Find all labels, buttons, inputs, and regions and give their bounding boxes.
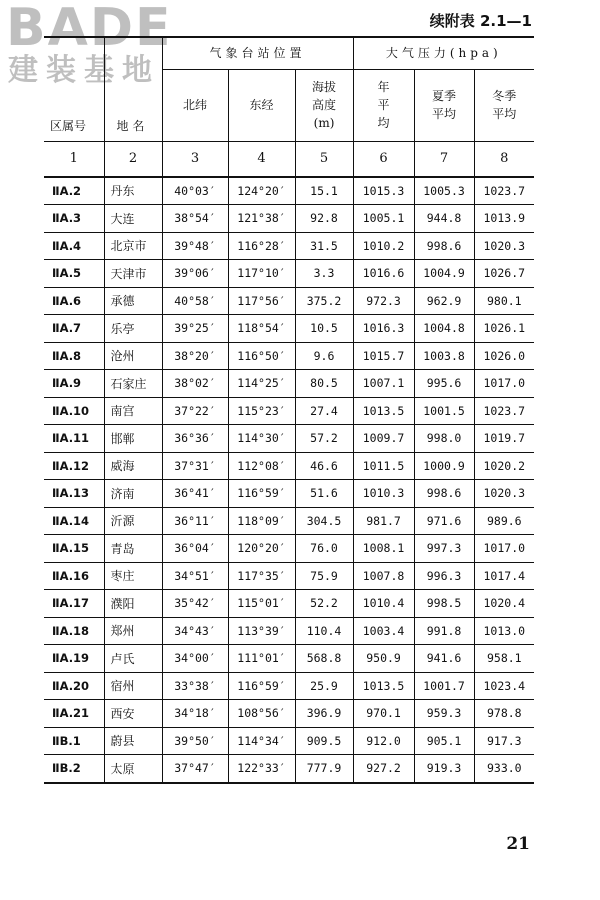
winter-pressure-cell: 1013.0 (474, 617, 534, 645)
annual-pressure-cell: 950.9 (353, 645, 414, 673)
altitude-cell: 3.3 (295, 260, 353, 288)
table-row (44, 232, 534, 260)
summer-pressure-cell: 998.0 (414, 425, 474, 453)
station-code: ⅡA.4 (44, 232, 104, 260)
table-row (44, 397, 534, 425)
longitude-cell: 117°35′ (228, 562, 295, 590)
annual-pressure-cell: 1010.3 (353, 480, 414, 508)
station-name: 乐亭 (104, 315, 162, 343)
altitude-cell: 909.5 (295, 727, 353, 755)
header-annual-average (353, 69, 414, 141)
station-code: ⅡA.5 (44, 260, 104, 288)
longitude-cell: 116°28′ (228, 232, 295, 260)
column-number-row (44, 141, 534, 177)
altitude-cell: 27.4 (295, 397, 353, 425)
station-code: ⅡA.20 (44, 672, 104, 700)
table-row (44, 452, 534, 480)
table-row (44, 287, 534, 315)
winter-pressure-cell: 1026.1 (474, 315, 534, 343)
altitude-cell: 76.0 (295, 535, 353, 563)
header-altitude-line: 高度 (312, 98, 337, 112)
annual-pressure-cell: 1010.4 (353, 590, 414, 618)
summer-pressure-cell: 1004.8 (414, 315, 474, 343)
latitude-cell: 34°18′ (162, 700, 228, 728)
longitude-cell: 111°01′ (228, 645, 295, 673)
table-row (44, 562, 534, 590)
table-row (44, 727, 534, 755)
annual-pressure-cell: 1009.7 (353, 425, 414, 453)
station-name: 邯郸 (104, 425, 162, 453)
latitude-cell: 38°54′ (162, 205, 228, 233)
longitude-cell: 112°08′ (228, 452, 295, 480)
winter-pressure-cell: 980.1 (474, 287, 534, 315)
longitude-cell: 120°20′ (228, 535, 295, 563)
winter-pressure-cell: 1020.3 (474, 232, 534, 260)
annual-pressure-cell: 1016.6 (353, 260, 414, 288)
summer-pressure-cell: 998.6 (414, 480, 474, 508)
annual-pressure-cell: 1015.3 (353, 177, 414, 205)
station-code: ⅡA.18 (44, 617, 104, 645)
latitude-cell: 38°02′ (162, 370, 228, 398)
latitude-cell: 39°50′ (162, 727, 228, 755)
header-altitude (295, 69, 353, 141)
table-row (44, 507, 534, 535)
longitude-cell: 115°01′ (228, 590, 295, 618)
summer-pressure-cell: 991.8 (414, 617, 474, 645)
station-name: 大连 (104, 205, 162, 233)
altitude-cell: 304.5 (295, 507, 353, 535)
latitude-cell: 34°51′ (162, 562, 228, 590)
latitude-cell: 34°00′ (162, 645, 228, 673)
station-code: ⅡA.13 (44, 480, 104, 508)
header-altitude-line: 海拔 (312, 80, 337, 94)
table-row (44, 315, 534, 343)
winter-pressure-cell: 1020.4 (474, 590, 534, 618)
summer-pressure-cell: 1004.9 (414, 260, 474, 288)
longitude-cell: 114°30′ (228, 425, 295, 453)
column-number: 1 (44, 141, 104, 177)
watermark-subtitle: 建装基地 (8, 53, 160, 88)
winter-pressure-cell: 1017.0 (474, 535, 534, 563)
winter-pressure-cell: 1020.3 (474, 480, 534, 508)
station-name: 蔚县 (104, 727, 162, 755)
station-name: 卢氏 (104, 645, 162, 673)
summer-pressure-cell: 944.8 (414, 205, 474, 233)
latitude-cell: 38°20′ (162, 342, 228, 370)
station-code: ⅡA.2 (44, 177, 104, 205)
summer-pressure-cell: 941.6 (414, 645, 474, 673)
longitude-cell: 116°50′ (228, 342, 295, 370)
table-row (44, 480, 534, 508)
altitude-cell: 46.6 (295, 452, 353, 480)
table-row (44, 755, 534, 783)
longitude-cell: 114°34′ (228, 727, 295, 755)
station-code: ⅡB.2 (44, 755, 104, 783)
summer-pressure-cell: 996.3 (414, 562, 474, 590)
table-row (44, 700, 534, 728)
longitude-cell: 117°10′ (228, 260, 295, 288)
page-number: 21 (506, 834, 530, 854)
winter-pressure-cell: 958.1 (474, 645, 534, 673)
latitude-cell: 36°11′ (162, 507, 228, 535)
station-name: 宿州 (104, 672, 162, 700)
winter-pressure-cell: 917.3 (474, 727, 534, 755)
longitude-cell: 117°56′ (228, 287, 295, 315)
annual-pressure-cell: 1008.1 (353, 535, 414, 563)
longitude-cell: 118°54′ (228, 315, 295, 343)
station-code: ⅡA.16 (44, 562, 104, 590)
longitude-cell: 118°09′ (228, 507, 295, 535)
pressure-table (44, 36, 534, 784)
table-row (44, 617, 534, 645)
annual-pressure-cell: 981.7 (353, 507, 414, 535)
table-row (44, 342, 534, 370)
summer-pressure-cell: 1001.5 (414, 397, 474, 425)
annual-pressure-cell: 970.1 (353, 700, 414, 728)
latitude-cell: 35°42′ (162, 590, 228, 618)
station-code: ⅡA.12 (44, 452, 104, 480)
longitude-cell: 108°56′ (228, 700, 295, 728)
latitude-cell: 36°41′ (162, 480, 228, 508)
station-name: 威海 (104, 452, 162, 480)
annual-pressure-cell: 1013.5 (353, 397, 414, 425)
station-name: 太原 (104, 755, 162, 783)
station-code: ⅡA.11 (44, 425, 104, 453)
table-caption: 续附表 2.1—1 (429, 12, 532, 30)
header-latitude: 北纬 (162, 69, 228, 141)
winter-pressure-cell: 1017.4 (474, 562, 534, 590)
column-number: 4 (228, 141, 295, 177)
annual-pressure-cell: 972.3 (353, 287, 414, 315)
latitude-cell: 39°48′ (162, 232, 228, 260)
station-code: ⅡA.3 (44, 205, 104, 233)
column-number: 5 (295, 141, 353, 177)
winter-pressure-cell: 1023.4 (474, 672, 534, 700)
header-summer-average (414, 69, 474, 141)
station-name: 石家庄 (104, 370, 162, 398)
header-summer-line: 平均 (432, 107, 457, 121)
altitude-cell: 51.6 (295, 480, 353, 508)
latitude-cell: 39°06′ (162, 260, 228, 288)
latitude-cell: 36°36′ (162, 425, 228, 453)
station-code: ⅡA.9 (44, 370, 104, 398)
station-name: 郑州 (104, 617, 162, 645)
table-row (44, 425, 534, 453)
longitude-cell: 122°33′ (228, 755, 295, 783)
header-winter-average (474, 69, 534, 141)
altitude-cell: 15.1 (295, 177, 353, 205)
winter-pressure-cell: 1020.2 (474, 452, 534, 480)
station-code: ⅡA.19 (44, 645, 104, 673)
station-name: 青岛 (104, 535, 162, 563)
annual-pressure-cell: 927.2 (353, 755, 414, 783)
longitude-cell: 116°59′ (228, 480, 295, 508)
latitude-cell: 36°04′ (162, 535, 228, 563)
table-row (44, 535, 534, 563)
summer-pressure-cell: 998.6 (414, 232, 474, 260)
annual-pressure-cell: 1016.3 (353, 315, 414, 343)
winter-pressure-cell: 1013.9 (474, 205, 534, 233)
summer-pressure-cell: 905.1 (414, 727, 474, 755)
altitude-cell: 92.8 (295, 205, 353, 233)
table-row (44, 672, 534, 700)
station-name: 枣庄 (104, 562, 162, 590)
header-pressure-group: 大气压力(hpa) (353, 37, 534, 69)
station-code: ⅡB.1 (44, 727, 104, 755)
column-number: 2 (104, 141, 162, 177)
longitude-cell: 113°39′ (228, 617, 295, 645)
station-name: 天津市 (104, 260, 162, 288)
altitude-cell: 9.6 (295, 342, 353, 370)
station-name: 丹东 (104, 177, 162, 205)
station-name: 西安 (104, 700, 162, 728)
station-code: ⅡA.8 (44, 342, 104, 370)
altitude-cell: 52.2 (295, 590, 353, 618)
station-code: ⅡA.15 (44, 535, 104, 563)
altitude-cell: 31.5 (295, 232, 353, 260)
column-number: 6 (353, 141, 414, 177)
winter-pressure-cell: 989.6 (474, 507, 534, 535)
annual-pressure-cell: 1011.5 (353, 452, 414, 480)
annual-pressure-cell: 1010.2 (353, 232, 414, 260)
watermark-brand: BADE (6, 0, 173, 58)
station-name: 濮阳 (104, 590, 162, 618)
summer-pressure-cell: 1005.3 (414, 177, 474, 205)
column-number: 8 (474, 141, 534, 177)
table-row (44, 370, 534, 398)
altitude-cell: 396.9 (295, 700, 353, 728)
header-annual-line: 平 (377, 98, 390, 112)
station-name: 沂源 (104, 507, 162, 535)
annual-pressure-cell: 1005.1 (353, 205, 414, 233)
latitude-cell: 39°25′ (162, 315, 228, 343)
annual-pressure-cell: 1007.1 (353, 370, 414, 398)
table-row (44, 590, 534, 618)
summer-pressure-cell: 971.6 (414, 507, 474, 535)
longitude-cell: 124°20′ (228, 177, 295, 205)
summer-pressure-cell: 1001.7 (414, 672, 474, 700)
winter-pressure-cell: 1023.7 (474, 397, 534, 425)
station-code: ⅡA.6 (44, 287, 104, 315)
winter-pressure-cell: 1017.0 (474, 370, 534, 398)
station-name: 济南 (104, 480, 162, 508)
latitude-cell: 37°22′ (162, 397, 228, 425)
summer-pressure-cell: 959.3 (414, 700, 474, 728)
table-row (44, 645, 534, 673)
altitude-cell: 80.5 (295, 370, 353, 398)
table-row (44, 260, 534, 288)
latitude-cell: 37°31′ (162, 452, 228, 480)
annual-pressure-cell: 1003.4 (353, 617, 414, 645)
summer-pressure-cell: 919.3 (414, 755, 474, 783)
winter-pressure-cell: 978.8 (474, 700, 534, 728)
header-annual-line: 均 (377, 116, 390, 130)
header-winter-line: 冬季 (492, 89, 517, 103)
summer-pressure-cell: 995.6 (414, 370, 474, 398)
longitude-cell: 121°38′ (228, 205, 295, 233)
summer-pressure-cell: 1000.9 (414, 452, 474, 480)
station-code: ⅡA.17 (44, 590, 104, 618)
header-longitude: 东经 (228, 69, 295, 141)
column-number: 7 (414, 141, 474, 177)
column-number: 3 (162, 141, 228, 177)
altitude-cell: 110.4 (295, 617, 353, 645)
station-code: ⅡA.10 (44, 397, 104, 425)
annual-pressure-cell: 1007.8 (353, 562, 414, 590)
latitude-cell: 40°03′ (162, 177, 228, 205)
latitude-cell: 34°43′ (162, 617, 228, 645)
header-altitude-line: (m) (313, 116, 335, 130)
header-code: 区属号 (44, 37, 104, 141)
table-row (44, 205, 534, 233)
longitude-cell: 115°23′ (228, 397, 295, 425)
latitude-cell: 37°47′ (162, 755, 228, 783)
latitude-cell: 33°38′ (162, 672, 228, 700)
longitude-cell: 114°25′ (228, 370, 295, 398)
annual-pressure-cell: 1013.5 (353, 672, 414, 700)
longitude-cell: 116°59′ (228, 672, 295, 700)
winter-pressure-cell: 1019.7 (474, 425, 534, 453)
altitude-cell: 25.9 (295, 672, 353, 700)
station-code: ⅡA.14 (44, 507, 104, 535)
station-code: ⅡA.7 (44, 315, 104, 343)
altitude-cell: 568.8 (295, 645, 353, 673)
station-name: 承德 (104, 287, 162, 315)
summer-pressure-cell: 1003.8 (414, 342, 474, 370)
winter-pressure-cell: 1026.7 (474, 260, 534, 288)
summer-pressure-cell: 962.9 (414, 287, 474, 315)
altitude-cell: 57.2 (295, 425, 353, 453)
altitude-cell: 10.5 (295, 315, 353, 343)
station-name: 南宫 (104, 397, 162, 425)
station-name: 沧州 (104, 342, 162, 370)
summer-pressure-cell: 997.3 (414, 535, 474, 563)
winter-pressure-cell: 933.0 (474, 755, 534, 783)
header-annual-line: 年 (377, 80, 390, 94)
header-station-group: 气象台站位置 (162, 37, 353, 69)
annual-pressure-cell: 912.0 (353, 727, 414, 755)
annual-pressure-cell: 1015.7 (353, 342, 414, 370)
altitude-cell: 75.9 (295, 562, 353, 590)
summer-pressure-cell: 998.5 (414, 590, 474, 618)
station-code: ⅡA.21 (44, 700, 104, 728)
header-winter-line: 平均 (492, 107, 517, 121)
table-row (44, 177, 534, 205)
winter-pressure-cell: 1026.0 (474, 342, 534, 370)
header-name: 地 名 (104, 37, 162, 141)
header-summer-line: 夏季 (432, 89, 457, 103)
altitude-cell: 777.9 (295, 755, 353, 783)
station-name: 北京市 (104, 232, 162, 260)
altitude-cell: 375.2 (295, 287, 353, 315)
table-body (44, 141, 534, 783)
winter-pressure-cell: 1023.7 (474, 177, 534, 205)
latitude-cell: 40°58′ (162, 287, 228, 315)
